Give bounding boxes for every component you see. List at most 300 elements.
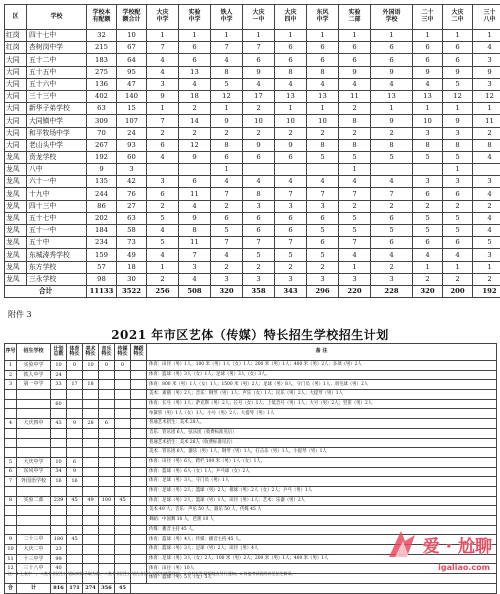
- school-name-cell: 三十八中: [17, 564, 51, 574]
- district-cell: 大同: [5, 54, 27, 66]
- school-name-cell: 大同镇中学: [27, 115, 87, 127]
- quota-cell: 4: [147, 151, 179, 163]
- quota-cell: 1: [147, 261, 179, 273]
- plan-cell: 9: [67, 419, 83, 429]
- quota-cell: 4: [473, 151, 500, 163]
- plan-cell: 45: [115, 496, 131, 506]
- column-header: 传媒 特长: [115, 344, 131, 361]
- school-name-cell: 外国语学校: [17, 477, 51, 487]
- plan-cell: [131, 545, 147, 555]
- quota-cell: 5: [443, 151, 473, 163]
- school-name-cell: [17, 486, 51, 496]
- quota-cell: 95: [117, 66, 147, 78]
- plan-cell: 6: [99, 419, 115, 429]
- column-header: 学校本 有配额: [87, 5, 117, 30]
- quota-cell: 2: [307, 261, 339, 273]
- column-header: 备 注: [147, 344, 497, 361]
- district-cell: 大同: [5, 115, 27, 127]
- quota-cell: 3: [307, 273, 339, 285]
- quota-cell: 2: [211, 261, 243, 273]
- quota-cell: 8: [243, 188, 275, 200]
- table-row: [5, 225, 500, 237]
- school-name-cell: 二十三中: [17, 535, 51, 545]
- quota-cell: 1: [275, 103, 307, 115]
- district-cell: 龙凤: [5, 212, 27, 224]
- quota-cell: 18: [117, 261, 147, 273]
- remark-cell: 体育：田径（男）1人，100 米（男）1人（女）1人；200 米（男）1人；400 米（男）2人；多项（男）2人: [147, 361, 497, 371]
- plan-cell: [131, 486, 147, 496]
- quota-cell: 1: [307, 103, 339, 115]
- quota-cell: 5: [443, 78, 473, 90]
- quota-cell: 1: [443, 30, 473, 42]
- plan-cell: [131, 554, 147, 564]
- total-cell: 296: [307, 285, 339, 297]
- table-row: [5, 261, 500, 273]
- remark-cell: 普通艺术招生：美术 28人（收费标准见后）: [147, 438, 497, 448]
- school-name-cell: 东城涛秀学校: [27, 249, 87, 261]
- quota-cell: 2: [473, 127, 500, 139]
- quota-cell: 7: [371, 188, 413, 200]
- plan-cell: [131, 477, 147, 487]
- quota-cell: 1: [211, 103, 243, 115]
- plan-cell: [51, 506, 67, 516]
- quota-cell: 6: [179, 176, 211, 188]
- appendix-label: 附件 3: [8, 309, 32, 320]
- column-header: 大庆 中学: [147, 5, 179, 30]
- quota-cell: 7: [307, 188, 339, 200]
- quota-cell: 1: [371, 30, 413, 42]
- quota-cell: 7: [211, 237, 243, 249]
- index-cell: [5, 390, 17, 400]
- quota-cell: 6: [371, 54, 413, 66]
- district-cell: 龙凤: [5, 176, 27, 188]
- quota-cell: [179, 164, 211, 176]
- quota-cell: 4: [443, 249, 473, 261]
- district-cell: 大同: [5, 78, 27, 90]
- art-enrollment-header-row: [5, 344, 497, 361]
- plan-cell: [51, 438, 67, 448]
- quota-cell: 5: [413, 225, 443, 237]
- quota-cell: 3: [179, 261, 211, 273]
- table-row: [5, 78, 500, 90]
- quota-cell: 9: [443, 66, 473, 78]
- quota-cell: 1: [147, 103, 179, 115]
- quota-cell: 192: [87, 151, 117, 163]
- quota-cell: 6: [413, 54, 443, 66]
- quota-cell: 18: [179, 90, 211, 102]
- district-cell: 龙凤: [5, 151, 27, 163]
- plan-cell: [83, 370, 99, 380]
- quota-cell: 7: [211, 188, 243, 200]
- plan-cell: 0: [99, 361, 115, 371]
- quota-cell: 2: [179, 127, 211, 139]
- quota-cell: 14: [179, 115, 211, 127]
- plan-cell: [99, 409, 115, 419]
- quota-cell: 30: [117, 273, 147, 285]
- quota-cell: 58: [117, 225, 147, 237]
- table-row: [5, 212, 500, 224]
- school-name-cell: 杏树岗中学: [27, 42, 87, 54]
- total-cell: 274: [83, 583, 99, 593]
- table-row: [5, 54, 500, 66]
- plan-cell: [83, 554, 99, 564]
- plan-cell: [51, 516, 67, 526]
- quota-cell: 8: [371, 139, 413, 151]
- table-row: [5, 477, 497, 487]
- plan-cell: [115, 545, 131, 555]
- quota-cell: 5: [243, 249, 275, 261]
- plan-cell: [67, 525, 83, 535]
- plan-cell: [67, 448, 83, 458]
- table-row: [5, 467, 497, 477]
- plan-cell: [131, 516, 147, 526]
- table-row: [5, 249, 500, 261]
- quota-cell: 5: [211, 225, 243, 237]
- table-row: [5, 457, 497, 467]
- index-cell: 8: [5, 496, 17, 506]
- plan-cell: [51, 448, 67, 458]
- plan-cell: 49: [83, 496, 99, 506]
- quota-cell: 9: [473, 66, 500, 78]
- quota-cell: 1: [307, 30, 339, 42]
- total-cell: 320: [211, 285, 243, 297]
- table-row: [5, 30, 500, 42]
- plan-cell: [115, 477, 131, 487]
- quota-cell: 1: [275, 30, 307, 42]
- plan-cell: [131, 380, 147, 390]
- plan-cell: [67, 516, 83, 526]
- plan-cell: [67, 428, 83, 438]
- quota-cell: 7: [275, 237, 307, 249]
- quota-cell: 9: [211, 115, 243, 127]
- quota-cell: 6: [443, 188, 473, 200]
- index-cell: 12: [5, 564, 17, 574]
- total-cell: 220: [339, 285, 371, 297]
- plan-cell: [99, 370, 115, 380]
- quota-cell: 70: [87, 127, 117, 139]
- quota-cell: 1: [211, 30, 243, 42]
- quota-cell: 9: [275, 139, 307, 151]
- plan-cell: [99, 535, 115, 545]
- plan-cell: [51, 525, 67, 535]
- school-name-cell: 十九中: [27, 188, 87, 200]
- quota-cell: 4: [147, 225, 179, 237]
- total-cell: 45: [115, 583, 131, 593]
- quota-cell: 3: [275, 273, 307, 285]
- district-cell: 大同: [5, 127, 27, 139]
- table-row: [5, 139, 500, 151]
- plan-cell: 16: [51, 477, 67, 487]
- index-cell: [5, 399, 17, 409]
- remark-cell: 体育：足球（男）2人；篮球（男）1人，田径（男）1人；艺术：乐器（男）2人: [147, 496, 497, 506]
- quota-cell: 4: [473, 212, 500, 224]
- school-name-cell: 五十中: [27, 237, 87, 249]
- plan-cell: [83, 390, 99, 400]
- quota-cell: 1: [147, 30, 179, 42]
- district-cell: 大同: [5, 90, 27, 102]
- table-row: [5, 361, 497, 371]
- column-header: 大庆 二中: [443, 5, 473, 30]
- plan-cell: [99, 428, 115, 438]
- quota-cell: [243, 164, 275, 176]
- quota-cell: 10: [413, 115, 443, 127]
- plan-cell: 33: [51, 380, 67, 390]
- quota-cell: 3: [117, 164, 147, 176]
- quota-cell: 6: [179, 54, 211, 66]
- quota-cell: 5: [339, 151, 371, 163]
- quota-cell: 12: [473, 90, 500, 102]
- column-header: 三十 八中: [473, 5, 500, 30]
- quota-cell: 5: [443, 212, 473, 224]
- quota-cell: 140: [117, 90, 147, 102]
- quota-cell: 9: [179, 151, 211, 163]
- quota-cell: 1: [179, 30, 211, 42]
- quota-cell: 8: [339, 115, 371, 127]
- remark-cell: 美术 49 人；音乐：声乐 50 人，器乐 50 人，传媒 45 人: [147, 506, 497, 516]
- column-header: 体育 特长: [67, 344, 83, 361]
- plan-cell: 9: [67, 467, 83, 477]
- school-name-cell: 五十五中: [27, 66, 87, 78]
- plan-cell: [115, 535, 131, 545]
- quota-cell: 2: [339, 103, 371, 115]
- quota-cell: 4: [211, 54, 243, 66]
- quota-cell: 10: [307, 115, 339, 127]
- column-header: 大庆 一中: [243, 5, 275, 30]
- quota-cell: 5: [371, 151, 413, 163]
- plan-cell: [99, 545, 115, 555]
- plan-cell: [83, 506, 99, 516]
- quota-cell: 11: [179, 237, 211, 249]
- column-header: 学校配 额合计: [117, 5, 147, 30]
- plan-cell: 28: [83, 419, 99, 429]
- district-cell: 大同: [5, 103, 27, 115]
- logo-icon: [385, 527, 419, 561]
- school-name-cell: 五十一中: [27, 225, 87, 237]
- quota-cell: 63: [87, 103, 117, 115]
- quota-cell: 6: [307, 42, 339, 54]
- plan-cell: [99, 390, 115, 400]
- quota-cell: 402: [87, 90, 117, 102]
- table-row: [5, 399, 497, 409]
- plan-cell: [99, 506, 115, 516]
- remark-cell: 体育：长号（男）1人；萨克斯（男）2人；长号（女）1人；上低音号（男）1人；大号（男）2人；竖笛（男）2人: [147, 399, 497, 409]
- plan-cell: [83, 448, 99, 458]
- index-cell: [5, 506, 17, 516]
- quota-cell: 57: [87, 261, 117, 273]
- plan-cell: [131, 361, 147, 371]
- plan-cell: [51, 409, 67, 419]
- art-enrollment-title: 2021 年市区艺体（传媒）特长招生学校招生计划: [0, 326, 500, 343]
- school-name-cell: 老山头中学: [27, 139, 87, 151]
- quota-cell: 5: [147, 237, 179, 249]
- plan-cell: [115, 467, 131, 477]
- district-cell: 红岗: [5, 30, 27, 42]
- plan-cell: [67, 486, 83, 496]
- plan-cell: [131, 370, 147, 380]
- quota-cell: 4: [275, 176, 307, 188]
- school-name-cell: 三十三中: [27, 90, 87, 102]
- plan-cell: [83, 545, 99, 555]
- quota-cell: 6: [413, 188, 443, 200]
- quota-cell: 2: [275, 127, 307, 139]
- quota-cell: 6: [413, 42, 443, 54]
- quota-cell: 4: [339, 249, 371, 261]
- total-label: 合计: [5, 285, 87, 297]
- table-row: [5, 506, 497, 516]
- quota-cell: 4: [179, 273, 211, 285]
- remark-cell: 体育：足球（男）3人，守门员（男）1人: [147, 477, 497, 487]
- school-name-cell: 东方学校: [27, 261, 87, 273]
- quota-cell: 6: [443, 42, 473, 54]
- quota-cell: 4: [371, 176, 413, 188]
- school-name-cell: 贲龙学校: [27, 151, 87, 163]
- quota-cell: 2: [211, 127, 243, 139]
- quota-cell: 1: [413, 261, 443, 273]
- plan-cell: [99, 516, 115, 526]
- plan-cell: [67, 506, 83, 516]
- quota-cell: 9: [179, 212, 211, 224]
- plan-cell: 10: [51, 457, 67, 467]
- plan-cell: [99, 448, 115, 458]
- plan-cell: [131, 409, 147, 419]
- plan-cell: 10: [51, 361, 67, 371]
- quota-cell: 5: [211, 78, 243, 90]
- quota-cell: 1: [473, 261, 500, 273]
- quota-cell: 6: [443, 54, 473, 66]
- quota-cell: 2: [211, 200, 243, 212]
- plan-cell: [115, 370, 131, 380]
- quota-cell: 3: [443, 127, 473, 139]
- school-name-cell: 实验中学: [17, 361, 51, 371]
- quota-cell: 2: [243, 127, 275, 139]
- quota-cell: 4: [473, 225, 500, 237]
- quota-cell: 4: [413, 78, 443, 90]
- remark-cell: 体育：篮球（男）4人；传媒：播音主持 45 人。: [147, 535, 497, 545]
- plan-cell: [131, 399, 147, 409]
- quota-cell: 13: [371, 90, 413, 102]
- plan-cell: 180: [51, 535, 67, 545]
- remark-cell: 传媒：播音主持 45 人。: [147, 525, 497, 535]
- school-name-cell: 第一中学: [17, 380, 51, 390]
- table-row: [5, 237, 500, 249]
- quota-cell: [413, 164, 443, 176]
- table-row: [5, 176, 500, 188]
- quota-cell: 6: [275, 212, 307, 224]
- plan-cell: [99, 399, 115, 409]
- quota-cell: 8: [179, 225, 211, 237]
- plan-cell: [115, 419, 131, 429]
- quota-cell: 9: [147, 90, 179, 102]
- total-cell: 合: [5, 583, 17, 593]
- table-row: [5, 370, 497, 380]
- school-name-cell: [17, 438, 51, 448]
- quota-cell: 13: [413, 90, 443, 102]
- plan-cell: 100: [99, 496, 115, 506]
- quota-cell: 13: [179, 66, 211, 78]
- quota-cell: 17: [243, 90, 275, 102]
- index-cell: [5, 409, 17, 419]
- plan-cell: [131, 467, 147, 477]
- quota-cell: 6: [307, 54, 339, 66]
- column-header: 二十 三中: [413, 5, 443, 30]
- quota-cell: 2: [443, 200, 473, 212]
- plan-cell: 40: [51, 564, 67, 574]
- plan-cell: [131, 525, 147, 535]
- quota-cell: 6: [443, 237, 473, 249]
- plan-cell: [99, 457, 115, 467]
- quota-cell: 3: [443, 176, 473, 188]
- index-cell: [5, 428, 17, 438]
- quota-cell: 2: [371, 261, 413, 273]
- quota-cell: 5: [443, 225, 473, 237]
- quota-cell: 1: [473, 30, 500, 42]
- index-cell: [5, 438, 17, 448]
- footnotes: 注：1.上表中一、二类专业招生计划以实际录取为准，二类专业招生计划在各招生学校中统筹使用。2.各校招生时间地点另行通知。3.其他考试说明详见招生简章。: [8, 572, 408, 577]
- column-header: 序号: [5, 344, 17, 361]
- school-name-cell: [17, 399, 51, 409]
- quota-cell: 2: [147, 200, 179, 212]
- school-name-cell: 五十六中: [27, 78, 87, 90]
- plan-cell: 10: [83, 361, 99, 371]
- quota-cell: 3: [147, 176, 179, 188]
- column-header: 音乐 特长: [99, 344, 115, 361]
- quota-cell: 5: [307, 249, 339, 261]
- district-cell: 龙凤: [5, 237, 27, 249]
- quota-cell: 98: [87, 273, 117, 285]
- quota-cell: 1: [339, 261, 371, 273]
- remark-cell: 体育：田径（男）6人，跨栏 100 米（男）1人（女）1人。: [147, 457, 497, 467]
- quota-cell: 1: [443, 103, 473, 115]
- total-cell: 计: [17, 583, 51, 593]
- quota-cell: 7: [147, 42, 179, 54]
- quota-cell: 6: [339, 54, 371, 66]
- quota-cell: 3: [275, 200, 307, 212]
- quota-cell: 93: [117, 139, 147, 151]
- quota-cell: 5: [371, 225, 413, 237]
- plan-cell: [51, 428, 67, 438]
- watermark: [385, 527, 492, 561]
- plan-cell: [83, 525, 99, 535]
- remark-cell: 舞蹈：中国舞 10 人，芭蕾 10 人: [147, 516, 497, 526]
- index-cell: 2: [5, 370, 17, 380]
- quota-cell: 6: [371, 212, 413, 224]
- quota-cell: 64: [117, 54, 147, 66]
- quota-cell: 4: [243, 78, 275, 90]
- school-name-cell: [17, 390, 51, 400]
- plan-cell: 17: [67, 380, 83, 390]
- quota-cell: 2: [473, 200, 500, 212]
- quota-cell: 2: [179, 103, 211, 115]
- school-quota-header-row: [5, 5, 500, 30]
- quota-cell: 3: [339, 273, 371, 285]
- quota-cell: 6: [275, 151, 307, 163]
- quota-cell: 5: [339, 212, 371, 224]
- plan-cell: [83, 516, 99, 526]
- quota-cell: 275: [87, 66, 117, 78]
- quota-cell: 9: [371, 66, 413, 78]
- quota-cell: 1: [243, 30, 275, 42]
- plan-cell: 18: [83, 380, 99, 390]
- plan-cell: 23: [51, 545, 67, 555]
- quota-cell: 10: [275, 115, 307, 127]
- table-row: [5, 188, 500, 200]
- quota-cell: 5: [413, 212, 443, 224]
- table-row: [5, 115, 500, 127]
- quota-cell: 6: [147, 139, 179, 151]
- school-name-cell: 大庆四中: [17, 419, 51, 429]
- table-row: [5, 42, 500, 54]
- remark-cell: 体育：足球（男）2人；篮球（男）2人；排球（男）2人（女）2人；乒乓（男）1人: [147, 486, 497, 496]
